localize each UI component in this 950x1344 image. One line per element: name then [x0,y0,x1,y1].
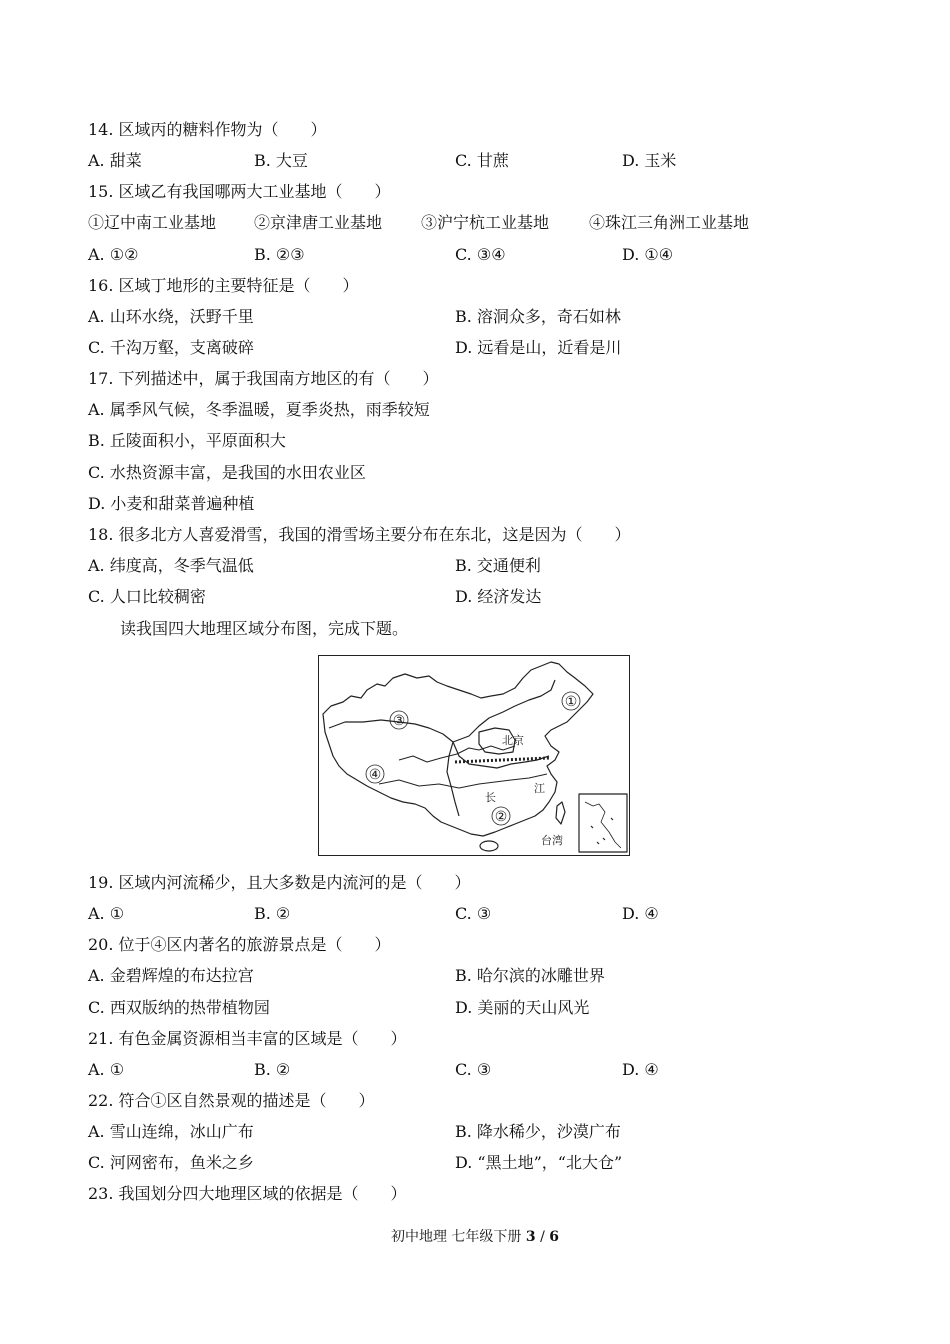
hainan-island [480,841,498,851]
q16-option-c: C. 千沟万壑，支离破碎 [88,338,254,357]
china-regions-map [318,655,630,856]
q19-option-b: B. ② [254,904,291,923]
question-16-stem: 16. 区域丁地形的主要特征是（ ） [88,276,359,295]
q22-option-d: D. “黑土地”，“北大仓” [455,1153,623,1172]
q18-option-b: B. 交通便利 [455,556,541,575]
changjiang-label-2: 江 [534,782,545,795]
map-drawing [319,656,628,854]
q14-option-c: C. 甘蔗 [455,151,509,170]
taiwan-island [556,802,565,824]
q21-option-a: A. ① [88,1060,125,1079]
q22-option-c: C. 河网密布，鱼米之乡 [88,1153,254,1172]
q15-option-a: A. ①② [88,245,139,264]
region-label-3: ③ [392,713,406,729]
changjiang-label-1: 长 [485,791,496,804]
map-intro-text: 读我国四大地理区域分布图，完成下题。 [120,619,409,638]
region-label-1: ① [564,694,578,710]
q16-option-b: B. 溶洞众多，奇石如林 [455,307,621,326]
question-15-stem: 15. 区域乙有我国哪两大工业基地（ ） [88,182,391,201]
region-label-2: ② [494,809,508,825]
q14-option-d: D. 玉米 [622,151,677,170]
question-17-stem: 17. 下列描述中，属于我国南方地区的有（ ） [88,369,439,388]
q15-option-d: D. ①④ [622,245,674,264]
q17-option-d: D. 小麦和甜菜普遍种植 [88,494,255,513]
q20-option-c: C. 西双版纳的热带植物园 [88,998,270,1017]
q15-choice-3: ③沪宁杭工业基地 [421,213,550,232]
q17-option-a: A. 属季风气候，冬季温暖，夏季炎热，雨季较短 [88,400,430,419]
q18-option-a: A. 纬度高，冬季气温低 [88,556,254,575]
question-23-stem: 23. 我国划分四大地理区域的依据是（ ） [88,1184,407,1203]
footer-separator: / [535,1229,550,1245]
q21-option-d: D. ④ [622,1060,659,1079]
page-footer [0,1228,950,1246]
question-14-stem: 14. 区域丙的糖料作物为（ ） [88,120,327,139]
q15-option-b: B. ②③ [254,245,305,264]
q15-choice-4: ④珠江三角洲工业基地 [589,213,750,232]
question-18-stem: 18. 很多北方人喜爱滑雪，我国的滑雪场主要分布在东北，这是因为（ ） [88,525,631,544]
yangtze-river [379,774,547,788]
question-22-stem: 22. 符合①区自然景观的描述是（ ） [88,1091,375,1110]
q21-option-c: C. ③ [455,1060,492,1079]
footer-page-number: 3 [525,1229,536,1245]
q15-option-c: C. ③④ [455,245,506,264]
q19-option-d: D. ④ [622,904,659,923]
footer-page-total: 6 [549,1229,560,1245]
boundary-north-south [453,742,549,768]
question-21-stem: 21. 有色金属资源相当丰富的区域是（ ） [88,1029,407,1048]
q17-option-c: C. 水热资源丰富，是我国的水田农业区 [88,463,366,482]
q20-option-a: A. 金碧辉煌的布达拉宫 [88,966,254,985]
q15-choice-2: ②京津唐工业基地 [254,213,383,232]
q20-option-d: D. 美丽的天山风光 [455,998,590,1017]
china-outline [323,662,593,836]
inset-coast [585,802,621,848]
q21-option-b: B. ② [254,1060,291,1079]
q16-option-d: D. 远看是山，近看是川 [455,338,622,357]
beijing-label: 北京 [502,734,524,747]
q20-option-b: B. 哈尔滨的冰雕世界 [455,966,605,985]
q19-option-c: C. ③ [455,904,492,923]
footer-subject: 初中地理 七年级下册 [390,1229,526,1245]
region-label-4: ④ [368,767,382,783]
question-20-stem: 20. 位于④区内著名的旅游景点是（ ） [88,935,391,954]
q18-option-d: D. 经济发达 [455,587,542,606]
taiwan-label: 台湾 [541,834,563,847]
inset-islands [591,818,613,844]
q17-option-b: B. 丘陵面积小，平原面积大 [88,431,286,450]
boundary-3-1 [453,680,555,742]
q14-option-a: A. 甜菜 [88,151,142,170]
q15-choice-1: ①辽中南工业基地 [88,213,217,232]
q14-option-b: B. 大豆 [254,151,308,170]
q19-option-a: A. ① [88,904,125,923]
question-19-stem: 19. 区域内河流稀少，且大多数是内流河的是（ ） [88,873,471,892]
q22-option-b: B. 降水稀少，沙漠广布 [455,1122,621,1141]
q22-option-a: A. 雪山连绵，冰山广布 [88,1122,254,1141]
q18-option-c: C. 人口比较稠密 [88,587,206,606]
q16-option-a: A. 山环水绕，沃野千里 [88,307,254,326]
